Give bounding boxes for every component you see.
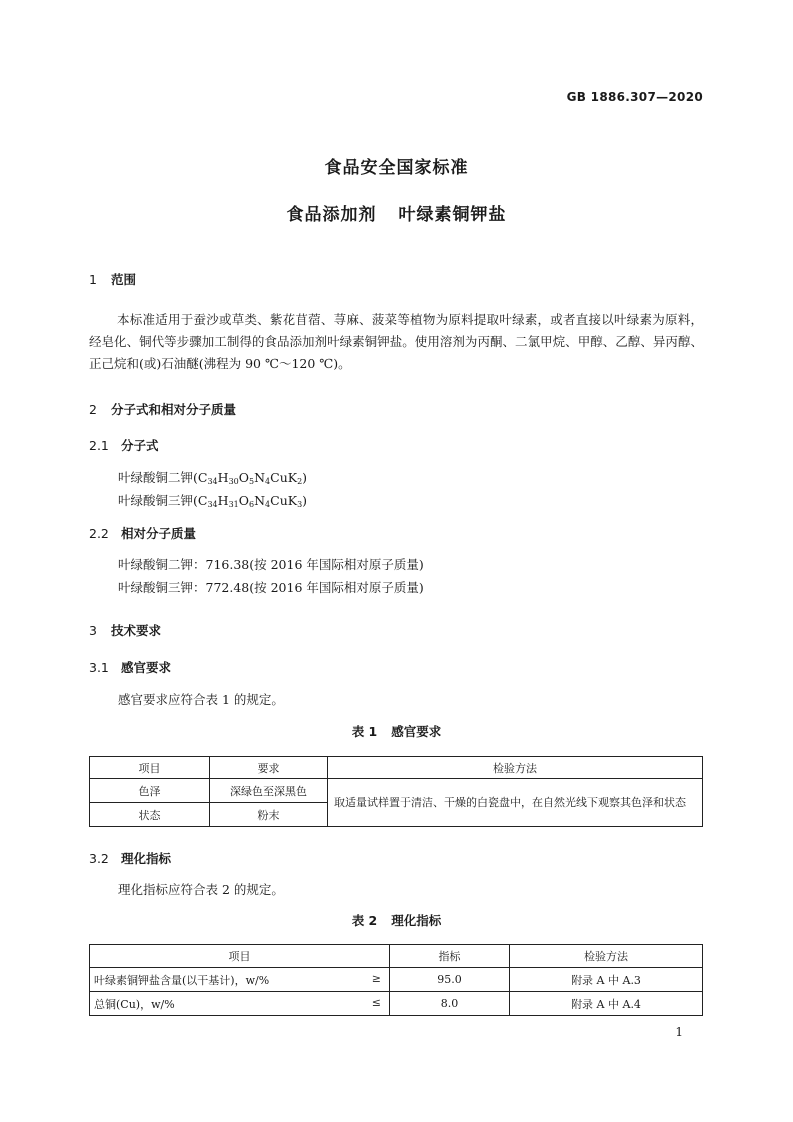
- section-2-2-heading: [89, 524, 196, 542]
- table-header-cell: 项目: [90, 945, 390, 968]
- section-number: 3.2: [89, 851, 109, 866]
- section-2-1-heading: [89, 436, 159, 454]
- formula-dipotassium: 叶绿酸铜二钾$(C_{34}H_{30}O_5N_4CuK_2)$: [118, 470, 308, 486]
- section-3-2-paragraph: 理化指标应符合表 2 的规定。: [118, 882, 284, 897]
- table-header-cell: 项目: [90, 757, 210, 779]
- item-label: 总铜(Cu)，w/%: [94, 997, 175, 1011]
- caption-number: 表 1: [351, 724, 378, 739]
- section-title: 分子式: [121, 438, 159, 453]
- table-2-caption: [0, 911, 793, 929]
- section-title: 技术要求: [111, 623, 162, 638]
- table-row: [90, 968, 703, 992]
- molecular-mass-line-2: 叶绿酸铜三钾：772.48(按 2016 年国际相对原子质量): [118, 580, 424, 595]
- section-title: 相对分子质量: [121, 526, 197, 541]
- section-1-heading: [89, 270, 136, 288]
- table-cell: 色泽: [90, 779, 210, 803]
- table-cell: 粉末: [210, 803, 328, 827]
- table-header-cell: 要求: [210, 757, 328, 779]
- table-cell: 深绿色至深黑色: [210, 779, 328, 803]
- table-cell-item: [90, 968, 390, 992]
- standard-number: GB 1886.307—2020: [566, 90, 703, 104]
- section-title: 范围: [111, 272, 137, 287]
- table-1-caption: [0, 722, 793, 740]
- subtitle-part1: 食品添加剂: [286, 205, 377, 225]
- table-header-cell: 检验方法: [328, 757, 703, 779]
- section-3-1-heading: [89, 658, 171, 676]
- page-number: 1: [675, 1025, 683, 1039]
- section-number: 2: [89, 402, 97, 417]
- document-subtitle: [0, 200, 793, 225]
- section-1-paragraph: 本标准适用于蚕沙或草类、紫花苜蓿、荨麻、菠菜等植物为原料提取叶绿素，或者直接以叶绿素为原料，经皂化、铜代等步骤加工制得的食品添加剂叶绿素铜钾盐。使用溶剂为丙酮、二氯甲烷、甲醇、乙醇、异丙醇、正己烷和(或)石油醚(沸程为 90 ℃～120 ℃)。: [89, 312, 703, 371]
- formula-tripotassium: 叶绿酸铜三钾$(C_{34}H_{31}O_6N_4CuK_3)$: [118, 493, 308, 509]
- document-title: 食品安全国家标准: [324, 158, 469, 178]
- table-header-cell: 指标: [390, 945, 510, 968]
- caption-title: 理化指标: [391, 913, 442, 928]
- caption-number: 表 2: [351, 913, 378, 928]
- section-title: 感官要求: [121, 660, 172, 675]
- section-number: 2.1: [89, 438, 109, 453]
- section-number: 2.2: [89, 526, 109, 541]
- section-2-heading: [89, 400, 236, 418]
- section-3-1-paragraph: 感官要求应符合表 1 的规定。: [118, 692, 284, 707]
- molecular-mass-line-1: 叶绿酸铜二钾：716.38(按 2016 年国际相对原子质量): [118, 557, 424, 572]
- table-cell-value: 95.0: [390, 968, 510, 992]
- table-row: [90, 992, 703, 1016]
- table-header-cell: 检验方法: [510, 945, 703, 968]
- table-cell-method: 取适量试样置于清洁、干燥的白瓷盘中，在自然光线下观察其色泽和状态: [328, 779, 703, 827]
- table-cell: 状态: [90, 803, 210, 827]
- section-3-heading: [89, 621, 161, 639]
- section-title: 分子式和相对分子质量: [111, 402, 237, 417]
- section-3-2-heading: [89, 849, 171, 867]
- section-number: 3.1: [89, 660, 109, 675]
- table-header-row: [90, 945, 703, 968]
- section-number: 1: [89, 272, 97, 287]
- item-label: 叶绿素铜钾盐含量(以干基计)，w/%: [94, 973, 270, 987]
- caption-title: 感官要求: [391, 724, 442, 739]
- comparison-symbol: ≥: [371, 971, 381, 985]
- comparison-symbol: ≤: [371, 995, 381, 1009]
- section-number: 3: [89, 623, 97, 638]
- table-cell-method: 附录 A 中 A.3: [510, 968, 703, 992]
- section-title: 理化指标: [121, 851, 172, 866]
- table-2-physicochemical: [89, 944, 703, 1016]
- table-cell-method: 附录 A 中 A.4: [510, 992, 703, 1016]
- table-row: [90, 779, 703, 803]
- table-cell-value: 8.0: [390, 992, 510, 1016]
- subtitle-part2: 叶绿素铜钾盐: [398, 205, 507, 225]
- table-cell-item: [90, 992, 390, 1016]
- table-header-row: [90, 757, 703, 779]
- table-1-sensory: [89, 756, 703, 827]
